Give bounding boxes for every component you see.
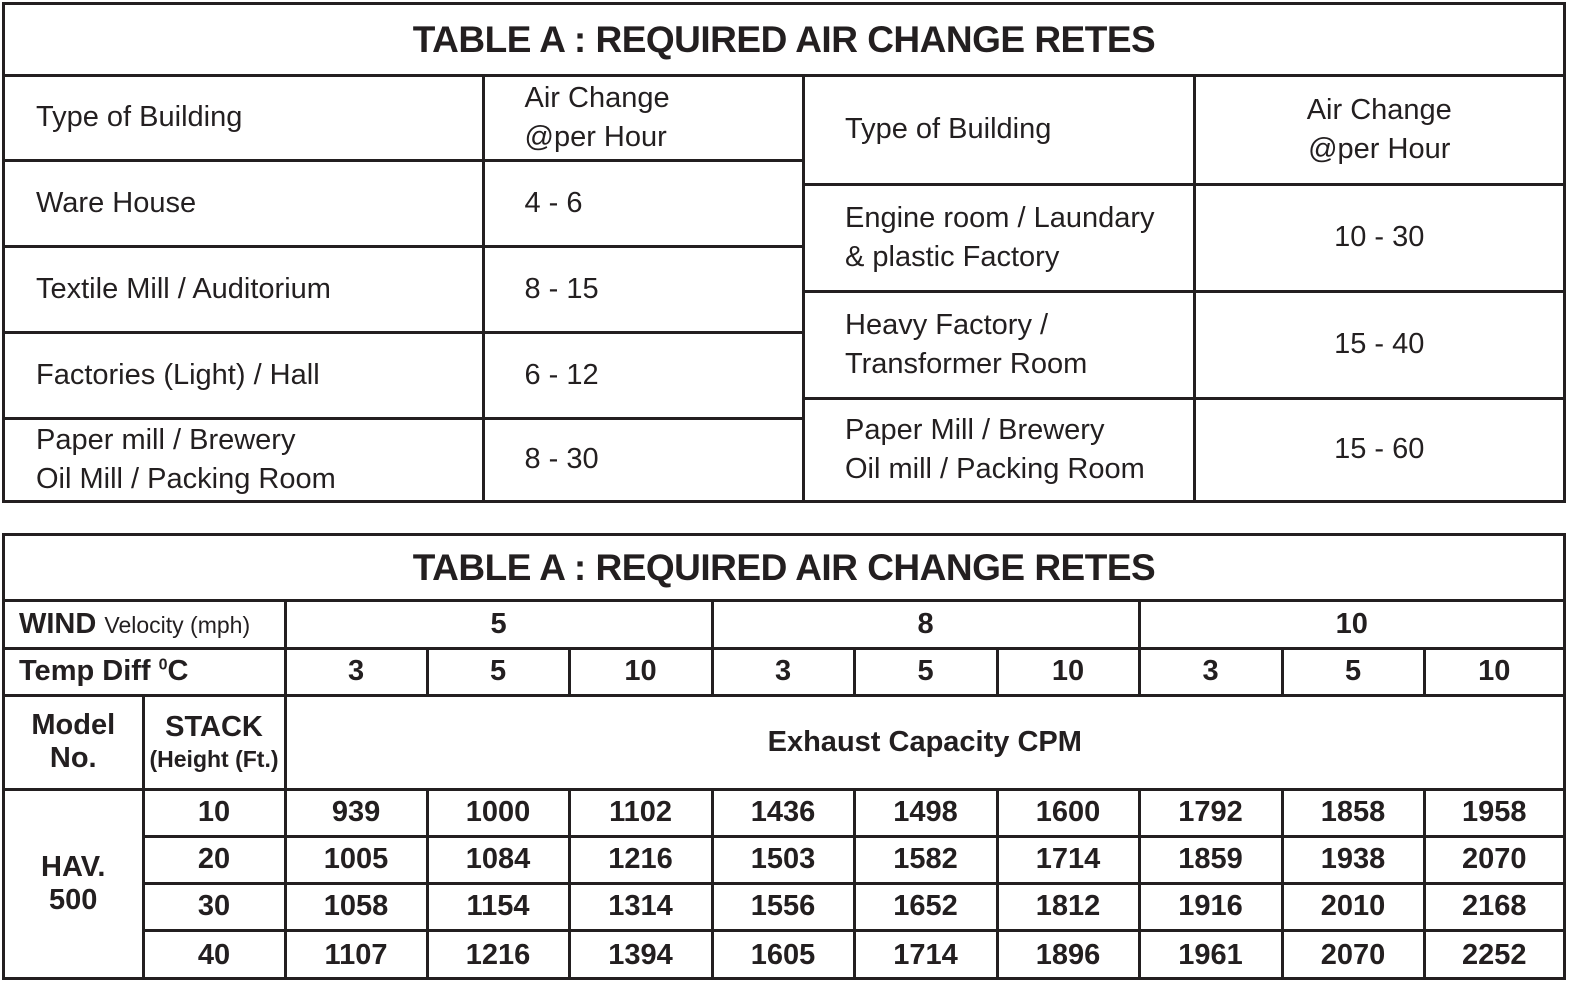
capacity-cell: 1005 [285,836,427,883]
table-row [5,160,802,246]
rate-cell: 15 - 40 [1194,291,1563,398]
building-line2: Oil Mill / Packing Room [36,462,336,495]
building-line2: & plastic Factory [845,240,1060,273]
capacity-cell: 1958 [1424,789,1563,836]
stack-cell: 10 [143,789,285,836]
header-type-of-building: Type of Building [805,77,1194,184]
table-row [5,789,1563,836]
capacity-cell: 1605 [712,930,854,979]
capacity-cell: 1714 [997,836,1139,883]
header-air-change-line1: Air Change [1306,93,1452,126]
table-row [5,418,802,500]
capacity-cell: 1000 [427,789,569,836]
rate-cell: 6 - 12 [483,332,802,418]
temp-diff-label [5,648,285,695]
temp-value: 10 [569,648,712,695]
stack-cell: 40 [143,930,285,979]
capacity-cell: 1961 [1139,930,1282,979]
table-row [5,883,1563,930]
building-line1: Paper Mill / Brewery [845,413,1105,446]
wind-velocity-row [5,602,1563,648]
left-half-table [5,77,802,500]
stack-header-line1: STACK [165,710,263,743]
capacity-cell: 1556 [712,883,854,930]
capacity-cell: 1858 [1282,789,1424,836]
wind-value: 8 [712,602,1139,648]
capacity-cell: 939 [285,789,427,836]
building-cell: Ware House [5,160,483,246]
stack-cell: 20 [143,836,285,883]
building-cell [5,418,483,500]
table-row [805,291,1563,398]
header-air-change [1194,77,1563,184]
temp-diff-text: Temp Diff [19,655,151,687]
temp-value: 5 [427,648,569,695]
header-air-change-line2: @per Hour [524,120,667,153]
exhaust-capacity-header: Exhaust Capacity CPM [285,695,1563,789]
capacity-cell: 2168 [1424,883,1563,930]
rate-cell: 15 - 60 [1194,398,1563,500]
capacity-cell: 1058 [285,883,427,930]
table-title: TABLE A : REQUIRED AIR CHANGE RETES [5,5,1563,77]
capacity-cell: 1812 [997,883,1139,930]
capacity-cell: 1102 [569,789,712,836]
table-row [805,184,1563,291]
table-title: TABLE A : REQUIRED AIR CHANGE RETES [5,536,1563,602]
header-type-of-building: Type of Building [5,77,483,160]
model-cell [5,789,143,979]
temp-diff-unit: C [167,655,189,687]
capacity-cell: 1314 [569,883,712,930]
column-header-row [5,695,1563,789]
building-line1: Heavy Factory / [845,308,1049,341]
table-header-row [5,77,802,160]
capacity-cell: 1896 [997,930,1139,979]
capacity-cell: 1394 [569,930,712,979]
model-line1: HAV. [41,850,106,883]
stack-height-header [143,695,285,789]
temp-diff-row [5,648,1563,695]
temp-value: 5 [854,648,997,695]
air-change-rates-table [2,2,1566,503]
header-air-change-line1: Air Change [524,81,670,114]
capacity-cell: 1498 [854,789,997,836]
temp-value: 10 [997,648,1139,695]
capacity-cell: 2070 [1282,930,1424,979]
header-air-change [483,77,802,160]
wind-label-bold: WIND [19,607,97,640]
table-row [5,246,802,332]
temp-value: 3 [712,648,854,695]
rate-cell: 10 - 30 [1194,184,1563,291]
stack-cell: 30 [143,883,285,930]
building-line2: Oil mill / Packing Room [845,452,1145,485]
capacity-cell: 1216 [427,930,569,979]
wind-velocity-label [5,602,285,648]
capacity-cell: 1714 [854,930,997,979]
wind-label-unit: Velocity (mph) [104,611,251,638]
building-cell: Factories (Light) / Hall [5,332,483,418]
building-cell: Textile Mill / Auditorium [5,246,483,332]
building-cell [805,291,1194,398]
header-air-change-line2: @per Hour [1308,132,1451,165]
capacity-cell: 2070 [1424,836,1563,883]
wind-value: 10 [1139,602,1563,648]
rate-cell: 8 - 30 [483,418,802,500]
temp-value: 3 [1139,648,1282,695]
table-row [5,332,802,418]
capacity-cell: 1154 [427,883,569,930]
model-header-line2: No. [49,742,97,774]
model-header-line1: Model [31,709,116,741]
rate-cell: 8 - 15 [483,246,802,332]
capacity-cell: 1216 [569,836,712,883]
temp-diff-degree: 0 [158,656,168,674]
capacity-cell: 2010 [1282,883,1424,930]
temp-value: 3 [285,648,427,695]
wind-value: 5 [285,602,712,648]
building-line1: Paper mill / Brewery [36,423,296,456]
capacity-cell: 1792 [1139,789,1282,836]
right-half-table [802,77,1563,500]
temp-value: 10 [1424,648,1563,695]
building-line2: Transformer Room [845,347,1088,380]
capacity-cell: 1916 [1139,883,1282,930]
model-line2: 500 [49,883,98,916]
building-cell [805,398,1194,500]
table-row [5,836,1563,883]
building-line1: Engine room / Laundary [845,201,1155,234]
capacity-cell: 1652 [854,883,997,930]
stack-header-line2: (Height (Ft.) [149,745,279,772]
capacity-cell: 1436 [712,789,854,836]
capacity-cell: 1938 [1282,836,1424,883]
temp-value: 5 [1282,648,1424,695]
capacity-cell: 2252 [1424,930,1563,979]
capacity-cell: 1503 [712,836,854,883]
exhaust-capacity-table [2,533,1566,980]
table-row [805,398,1563,500]
table-header-row [805,77,1563,184]
model-no-header [5,695,143,789]
rate-cell: 4 - 6 [483,160,802,246]
capacity-cell: 1859 [1139,836,1282,883]
building-cell [805,184,1194,291]
capacity-cell: 1107 [285,930,427,979]
capacity-cell: 1084 [427,836,569,883]
capacity-cell: 1600 [997,789,1139,836]
table-row [5,930,1563,979]
capacity-cell: 1582 [854,836,997,883]
